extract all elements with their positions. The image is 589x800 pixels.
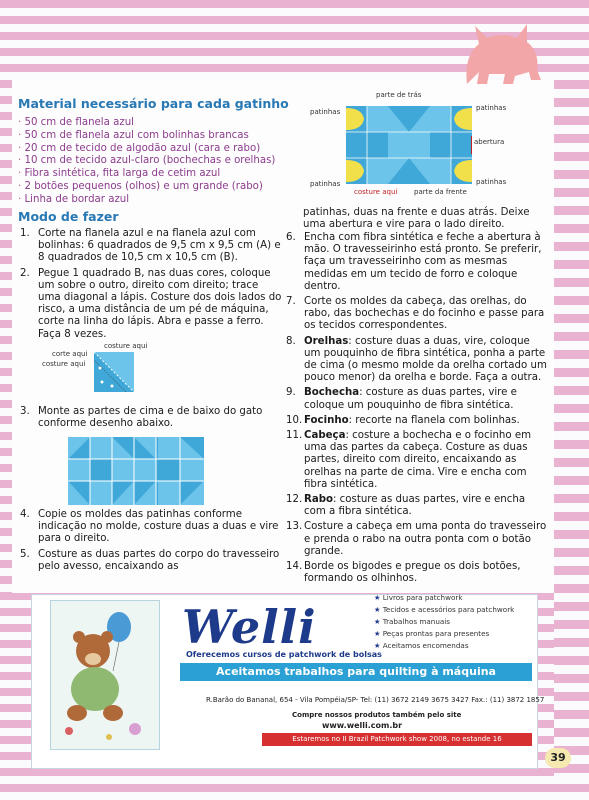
welli-logo: Welli [182, 600, 317, 654]
step-item [286, 494, 548, 518]
step-number: 8. [286, 335, 296, 347]
step-item [286, 232, 548, 293]
paws-label-tr: patinhas [476, 104, 507, 112]
quilting-banner-text: Aceitamos trabalhos para quilting à máquina [216, 665, 496, 678]
step-item [286, 521, 548, 558]
step-item [286, 336, 548, 385]
step-number: 13. [286, 521, 303, 533]
step-number: 6. [286, 232, 296, 243]
site-link[interactable]: www.welli.com.br [322, 721, 403, 730]
step-item [286, 387, 548, 411]
material-item: · 2 botões pequenos (olhos) e um grande (rabo) [18, 181, 275, 194]
material-item: · 50 cm de flanela azul com bolinhas brancas [18, 130, 275, 143]
material-item: · Linha de bordar azul [18, 194, 275, 207]
materials-list [18, 117, 275, 207]
steps-left-3 [20, 406, 282, 433]
back-label: parte de trás [376, 91, 422, 99]
paws-label-bl: patinhas [310, 180, 341, 188]
step-number: 4. [20, 509, 30, 520]
step-keyword: Cabeça [304, 430, 346, 442]
star-bullet-icon: ★ [374, 593, 383, 602]
step-text: : costure duas a duas, vire, coloque um pouquinho de fibra sintética, ponha a parte de cima (o mesmo molde da orelha cortado um pouco menor) da orelha e borde. Faça a outra. [304, 335, 547, 384]
service-item [374, 628, 514, 640]
service-text: Trabalhos manuais [382, 617, 451, 626]
service-text: Peças prontas para presentes [382, 629, 490, 638]
step-number: 9. [286, 387, 296, 399]
step-keyword: Bochecha [304, 387, 360, 399]
paws-label-tl: patinhas [310, 108, 341, 116]
step-number: 1. [20, 228, 30, 239]
pillow-diagram [290, 88, 544, 200]
step-item [20, 509, 282, 546]
half-square-triangle [94, 352, 134, 392]
service-text: Tecidos e acessórios para patchwork [382, 605, 515, 614]
step-number: 11. [286, 430, 303, 442]
side-stripes [554, 80, 589, 780]
material-item: · Fibra sintética, fita larga de cetim azul [18, 168, 275, 181]
step-text: : recorte na flanela com bolinhas. [348, 414, 520, 426]
step-item [20, 406, 282, 430]
material-item: · 20 cm de tecido de algodão azul (cara e rabo) [18, 143, 275, 156]
service-item [374, 616, 514, 628]
step-item [20, 268, 282, 341]
step-text: Monte as partes de cima e de baixo do gato conforme desenho abaixo. [38, 406, 263, 430]
star-bullet-icon: ★ [374, 641, 383, 650]
star-bullet-icon: ★ [374, 617, 383, 626]
step-text: Borde os bigodes e pregue os dois botões, formando os olhinhos. [304, 561, 521, 585]
service-item [374, 604, 514, 616]
materials-heading: Material necessário para cada gatinho [18, 96, 289, 111]
step-text: Costure a cabeça em uma ponta do travesseiro e prenda o rabo na outra ponta com o botão grande. [304, 521, 547, 557]
step-keyword: Focinho [304, 414, 349, 426]
steps-left-top [20, 228, 282, 344]
step-text: Encha com fibra sintética e feche a abertura à mão. O travesseirinho está pronto. Se preferir, faça um travesseirinho com as mesmas medidas em um tecido de forro e coloque dentro. [304, 232, 542, 292]
event-footer-text: Estaremos no II Brazil Patchwork show 2008, no estande 16 [292, 735, 502, 743]
material-item: · 50 cm de flanela azul [18, 117, 275, 130]
store-address: R.Barão do Bananal, 654 - Vila Pompéia/SP- Tel: (11) 3672 2149 3675 3427 Fax.: (11) 3872 1857 [206, 696, 545, 704]
sew-label-left: costure aqui [42, 360, 86, 368]
step5-continuation: patinhas, duas na frente e duas atrás. Deixe uma abertura e vire para o lado direito. [303, 207, 530, 231]
star-bullet-icon: ★ [374, 605, 383, 614]
material-item: · 10 cm de tecido azul-claro (bochechas e orelhas) [18, 155, 275, 168]
cut-label: corte aqui [52, 350, 88, 358]
steps-left-bottom [20, 509, 282, 576]
cut-diagram [40, 342, 150, 400]
step-item [286, 430, 548, 491]
sew-label-top: costure aqui [104, 342, 148, 350]
step-text: Copie os moldes das patinhas conforme indicação no molde, costure duas a duas e vire para o direito. [38, 509, 279, 545]
step-text: Corte os moldes da cabeça, das orelhas, do rabo, das bochechas e do focinho e passe para os tecidos correspondentes. [304, 296, 545, 332]
service-item [374, 640, 514, 652]
step-text: Pegue 1 quadrado B, nas duas cores, coloque um sobre o outro, direito com direito; trace uma diagonal a lápis. Costure dos dois lados do risco, a uma distância de um pé de máquina, corte na linha do lápis. Abra e passe a ferro. Faça 8 vezes. [38, 267, 282, 340]
step-item [20, 228, 282, 265]
quilt-block-diagram [68, 437, 204, 505]
method-heading: Modo de fazer [18, 209, 119, 224]
step-keyword: Orelhas [304, 335, 349, 347]
steps-right [286, 232, 548, 588]
sew-here-label: costure aqui [354, 188, 398, 196]
pillow-quilt [346, 106, 472, 184]
service-text: Aceitamos encomendas [382, 641, 469, 650]
step-number: 12. [286, 494, 303, 506]
front-label: parte da frente [414, 188, 467, 196]
step-text: Corte na flanela azul e na flanela azul com bolinhas: 6 quadrados de 9,5 cm x 9,5 cm (A) e 8 quadrados de 10,5 cm x 10,5 cm (B). [38, 228, 281, 264]
service-item [374, 592, 514, 604]
opening-label: abertura [474, 138, 505, 146]
step-number: 5. [20, 548, 30, 560]
step-text: Costure as duas partes do corpo do travesseiro pelo avesso, encaixando as [38, 548, 280, 572]
step-item [286, 561, 548, 585]
quilting-banner [180, 663, 532, 681]
star-bullet-icon: ★ [374, 629, 383, 638]
step-text: : costure a bochecha e o focinho em uma das partes da cabeça. Costure as duas partes, direito com direito, encaixando as orelhas na parte de cima. Vire e encha com fibra sintética. [304, 430, 532, 490]
page-number: 39 [545, 748, 571, 768]
step-keyword: Rabo [304, 494, 334, 506]
step-item [20, 549, 282, 573]
step-item [286, 415, 548, 427]
step-number: 14. [286, 561, 303, 573]
step-text: : costure as duas partes, vire e encha com a fibra sintética. [304, 494, 526, 518]
service-text: Livros para patchwork [382, 593, 463, 602]
step-text: : costure as duas partes, vire e coloque um pouquinho de fibra sintética. [304, 387, 517, 411]
step-number: 7. [286, 296, 296, 308]
step-number: 2. [20, 267, 30, 279]
courses-subtitle: Oferecemos cursos de patchwork de bolsas [186, 650, 382, 659]
site-callout: Compre nossos produtos também pelo site [292, 711, 462, 719]
event-footer [262, 733, 532, 746]
step-number: 10. [286, 414, 303, 426]
cat-silhouette-icon [457, 14, 547, 88]
paws-label-br: patinhas [476, 178, 507, 186]
services-list [374, 592, 514, 652]
step-item [286, 296, 548, 333]
step-number: 3. [20, 406, 30, 417]
teddy-bear-quilt-image [50, 600, 160, 750]
